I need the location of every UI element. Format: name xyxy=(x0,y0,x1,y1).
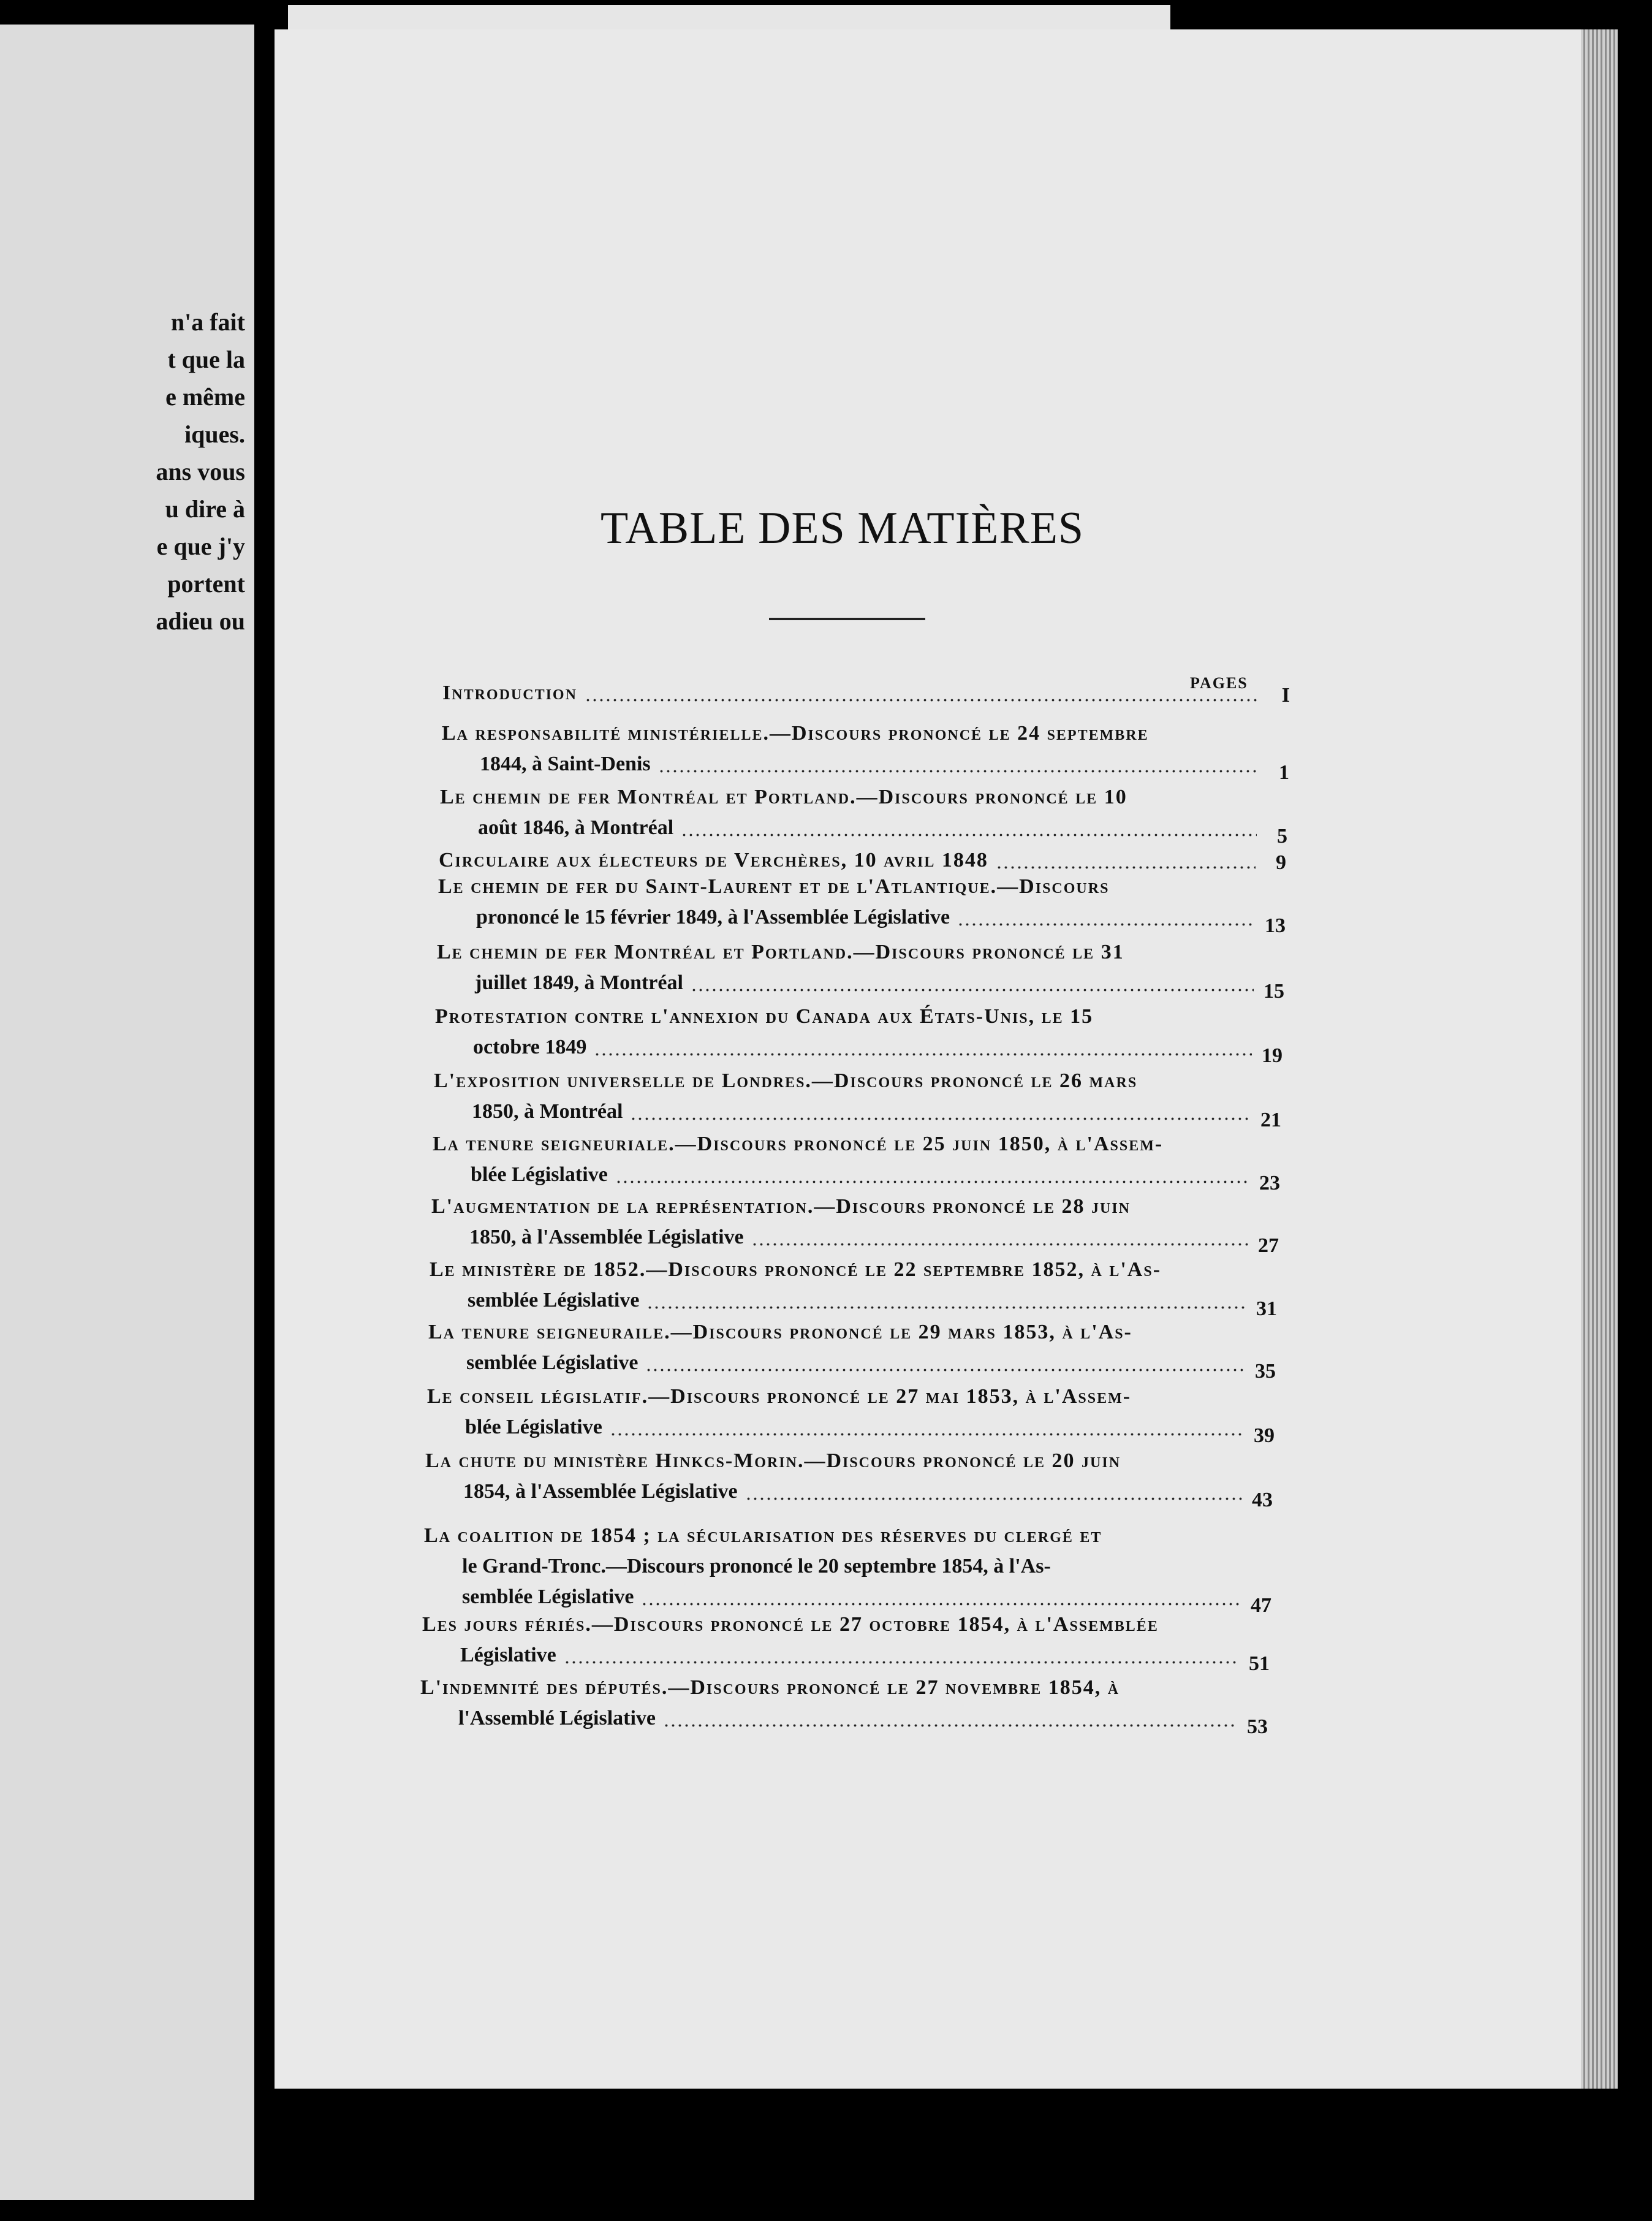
dot-leader xyxy=(610,1433,1244,1436)
left-line: e même xyxy=(165,383,245,411)
toc-page-number: 15 xyxy=(1264,980,1284,1003)
dot-leader xyxy=(745,1497,1242,1500)
toc-entry-line: 1854, à l'Assemblée Législative xyxy=(463,1480,738,1503)
dot-leader xyxy=(630,1117,1251,1120)
toc-page-number: 1 xyxy=(1279,761,1289,784)
toc-entry-line: La tenure seigneuraile.—Discours prononcé le 29 mars 1853, à l'As- xyxy=(428,1321,1132,1343)
dot-leader xyxy=(681,833,1257,837)
toc-entry-line: Le chemin de fer du Saint-Laurent et de l'Atlantique.—Discours xyxy=(438,875,1110,898)
dot-leader xyxy=(996,866,1256,869)
toc-page-number: I xyxy=(1281,684,1290,707)
toc-entry-line: Le chemin de fer Montréal et Portland.—Discours prononcé le 31 xyxy=(437,941,1124,963)
dot-leader xyxy=(658,770,1259,773)
left-line: portent xyxy=(167,570,245,598)
toc-entry-line: l'Assemblé Législative xyxy=(458,1707,656,1729)
toc-page-number: 43 xyxy=(1252,1489,1273,1511)
dot-leader xyxy=(751,1243,1248,1246)
toc-page-number: 35 xyxy=(1255,1360,1276,1383)
toc-page-number: 21 xyxy=(1260,1109,1281,1131)
toc-page-number: 9 xyxy=(1276,851,1286,874)
toc-entry-line: L'indemnité des députés.—Discours prononcé le 27 novembre 1854, à xyxy=(420,1676,1120,1699)
toc-page-number: 19 xyxy=(1262,1044,1283,1067)
toc-entry-line: blée Législative xyxy=(465,1416,602,1438)
toc-entry-line: 1844, à Saint-Denis xyxy=(480,753,651,775)
toc-entry-line: L'augmentation de la représentation.—Discours prononcé le 28 juin xyxy=(431,1195,1131,1218)
toc-entry-line: Le conseil législatif.—Discours prononcé le 27 mai 1853, à l'Assem- xyxy=(427,1385,1132,1408)
dot-leader xyxy=(663,1724,1237,1727)
dot-leader xyxy=(645,1369,1245,1372)
dot-leader xyxy=(594,1053,1252,1056)
left-line: n'a fait xyxy=(170,308,245,336)
toc-entry-line: 1850, à l'Assemblée Législative xyxy=(469,1226,744,1248)
left-line: e que j'y xyxy=(156,533,245,560)
toc-entry-line: le Grand-Tronc.—Discours prononcé le 20 septembre 1854, à l'As- xyxy=(462,1555,1051,1577)
toc-entry-line: prononcé le 15 février 1849, à l'Assemblée Législative xyxy=(476,906,950,928)
page-edge xyxy=(1581,29,1618,2089)
left-line: u dire à xyxy=(165,495,245,523)
toc-entry-line: blée Législative xyxy=(471,1163,608,1186)
toc-page-number: 51 xyxy=(1249,1652,1270,1675)
toc-entry-line: juillet 1849, à Montréal xyxy=(475,971,683,994)
toc-entry-line: octobre 1849 xyxy=(473,1036,587,1058)
pages-column-header: PAGES xyxy=(1190,674,1248,692)
dot-leader xyxy=(957,923,1255,926)
toc-page-number: 47 xyxy=(1251,1594,1271,1617)
left-line: ans vous xyxy=(156,458,245,485)
dot-leader xyxy=(564,1661,1239,1664)
toc-page-number: 53 xyxy=(1247,1715,1268,1738)
toc-entry-line: Circulaire aux électeurs de Verchères, 10 avril 1848 xyxy=(439,849,988,871)
toc-entry-line: 1850, à Montréal xyxy=(472,1100,623,1123)
toc-page-number: 31 xyxy=(1256,1297,1277,1320)
main-page xyxy=(275,29,1613,2089)
title-rule xyxy=(769,618,925,620)
left-line: t que la xyxy=(167,346,245,373)
toc-entry-line: Le chemin de fer Montréal et Portland.—Discours prononcé le 10 xyxy=(440,786,1127,808)
left-page-text xyxy=(0,303,245,640)
toc-entry-line: La coalition de 1854 ; la sécularisation des réserves du clergé et xyxy=(424,1524,1102,1547)
toc-entry-line: Les jours fériés.—Discours prononcé le 27 octobre 1854, à l'Assemblée xyxy=(422,1613,1159,1636)
toc-entry-line: semblée Législative xyxy=(466,1351,638,1374)
dot-leader xyxy=(585,699,1259,702)
toc-entry-line: Introduction xyxy=(442,681,577,704)
toc-entry-line: semblée Législative xyxy=(462,1585,634,1608)
toc-entry-line: Législative xyxy=(460,1644,556,1666)
toc-entry-line: La tenure seigneuriale.—Discours prononcé le 25 juin 1850, à l'Assem- xyxy=(433,1133,1164,1155)
toc-entry-line: Protestation contre l'annexion du Canada aux États-Unis, le 15 xyxy=(435,1005,1094,1028)
toc-page-number: 27 xyxy=(1258,1234,1279,1257)
toc-page-number: 39 xyxy=(1254,1424,1275,1447)
dot-leader xyxy=(691,989,1254,992)
dot-leader xyxy=(641,1603,1241,1606)
page-title: TABLE DES MATIÈRES xyxy=(601,503,1085,553)
dot-leader xyxy=(615,1180,1249,1183)
toc-entry-line: La chute du ministère Hinkcs-Morin.—Discours prononcé le 20 juin xyxy=(425,1449,1121,1472)
toc-page-number: 13 xyxy=(1265,914,1286,937)
left-line: iques. xyxy=(184,420,245,448)
left-line: adieu ou xyxy=(156,607,245,635)
toc-page-number: 5 xyxy=(1277,825,1287,848)
left-page-fragment xyxy=(0,25,254,2200)
toc-entry-line: Le ministère de 1852.—Discours prononcé le 22 septembre 1852, à l'As- xyxy=(430,1258,1162,1281)
toc-entry-line: La responsabilité ministérielle.—Discours prononcé le 24 septembre xyxy=(442,722,1149,745)
toc-page-number: 23 xyxy=(1259,1172,1280,1194)
dot-leader xyxy=(646,1306,1246,1309)
toc-entry-line: août 1846, à Montréal xyxy=(478,816,674,839)
toc-entry-line: semblée Législative xyxy=(468,1289,640,1312)
toc-entry-line: L'exposition universelle de Londres.—Discours prononcé le 26 mars xyxy=(434,1069,1138,1092)
